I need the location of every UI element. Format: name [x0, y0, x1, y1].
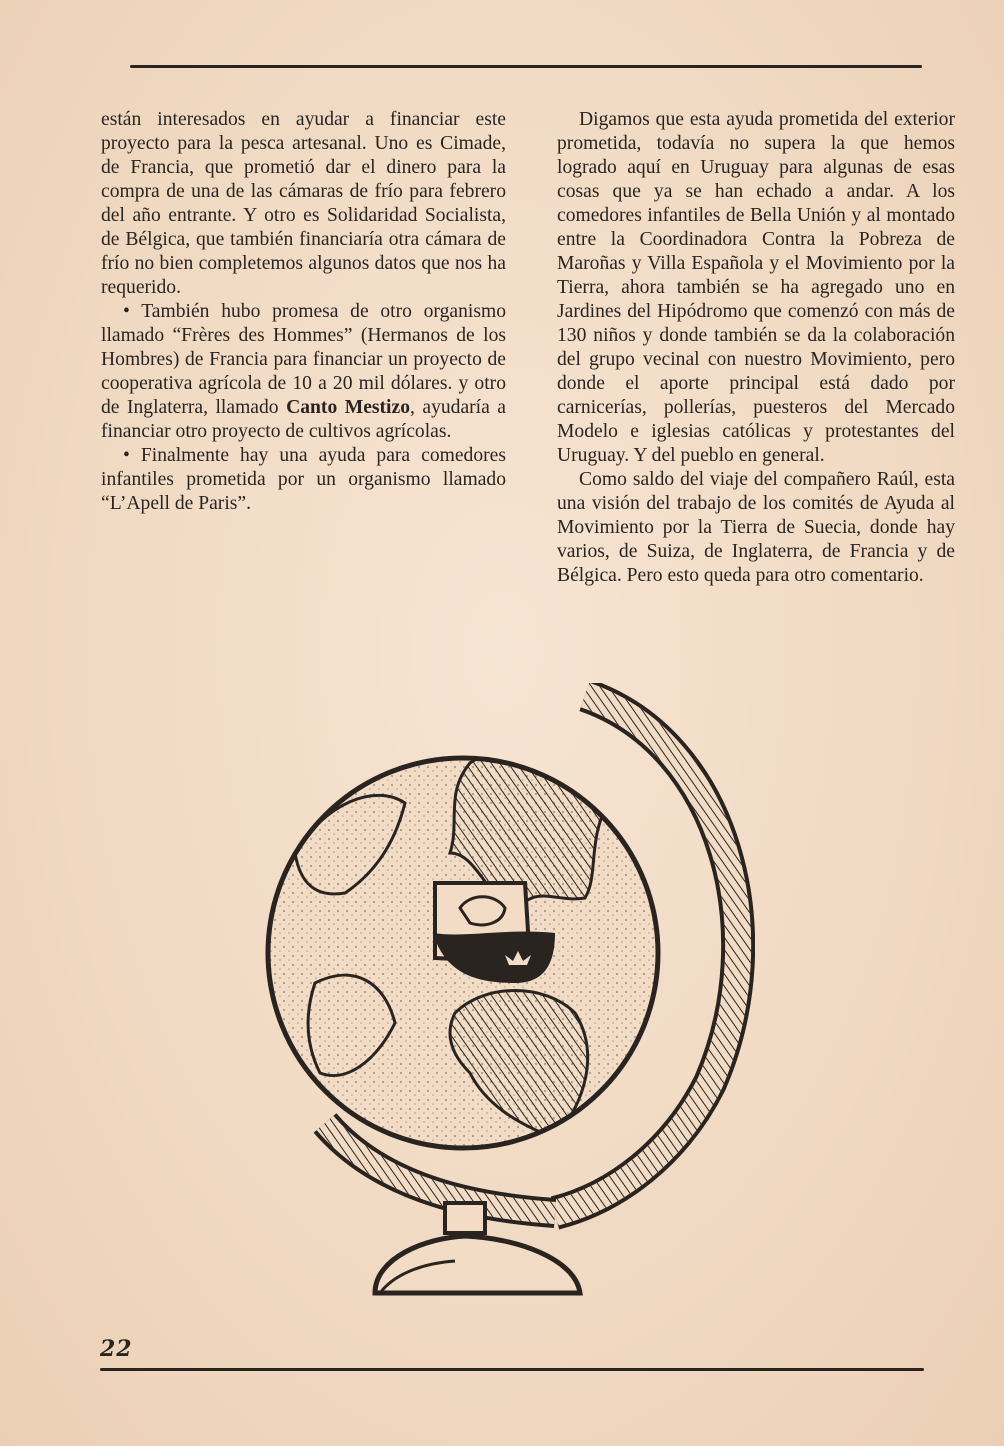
right-column: [557, 108, 955, 588]
left-paragraph-1: están interesados en ayudar a financiar este proyecto para la pesca artesanal. Uno es Cimade, de Francia, que prometió dar el dinero para la compra de una de las cámaras de frío para febrero del año entrante. Y otro es Solidaridad Socialista, de Bélgica, que también financiaría otra cámara de frío no bien completemos algunos datos que nos ha requerido.: [101, 109, 506, 298]
left-paragraph-2-text-a: • También hubo promesa de otro organismo llamado “Frères des Hommes” (Hermanos de los Hombres) de Francia para financiar un proyecto de cooperativa agrícola de 10 a 20 mil dólares. y otro de Inglaterra, llamado: [101, 301, 506, 418]
right-paragraph-1: Digamos que esta ayuda prometida del exterior prometida, todavía no supera la que hemos logrado aquí en Uruguay para algunas de esas cosas que ya se han echado a andar. A los comedores infantiles de Bella Unión y al montado entre la Coordinadora Contra la Pobreza de Maroñas y Villa Española y el Movimiento por la Tierra, ahora también se ha agregado uno en Jardines del Hipódromo que comenzó con más de 130 niños y donde también se da la colaboración del grupo vecinal con nuestro Movimiento, pero donde el aporte principal está dado por carnicerías, pollerías, puesteros del Mercado Modelo e iglesias católicas y protestantes del Uruguay. Y del pueblo en general.: [557, 109, 955, 466]
left-column: [101, 108, 506, 516]
left-paragraph-3: • Finalmente hay una ayuda para comedores infantiles prometida por un organismo llamado “L’Apell de Paris”.: [101, 445, 506, 514]
globe-base: [375, 1236, 580, 1293]
globe-illustration: [255, 683, 755, 1308]
left-paragraph-2: [101, 300, 506, 444]
left-paragraph-2-text-b: , ayudaría a financiar otro proyecto de cultivos agrícolas.: [101, 397, 506, 442]
right-paragraph-2: Como saldo del viaje del compañero Raúl, esta una visión del trabajo de los comités de Ayuda al Movimiento por la Tierra de Suecia, donde hay varios, de Suiza, de Inglaterra, de Francia y de Bélgica. Pero esto queda para otro comentario.: [557, 469, 955, 586]
top-rule: [130, 65, 922, 68]
canto-mestizo-name: Canto Mestizo: [286, 397, 410, 418]
page-number: 22: [100, 1336, 133, 1362]
bottom-rule: [100, 1368, 924, 1371]
